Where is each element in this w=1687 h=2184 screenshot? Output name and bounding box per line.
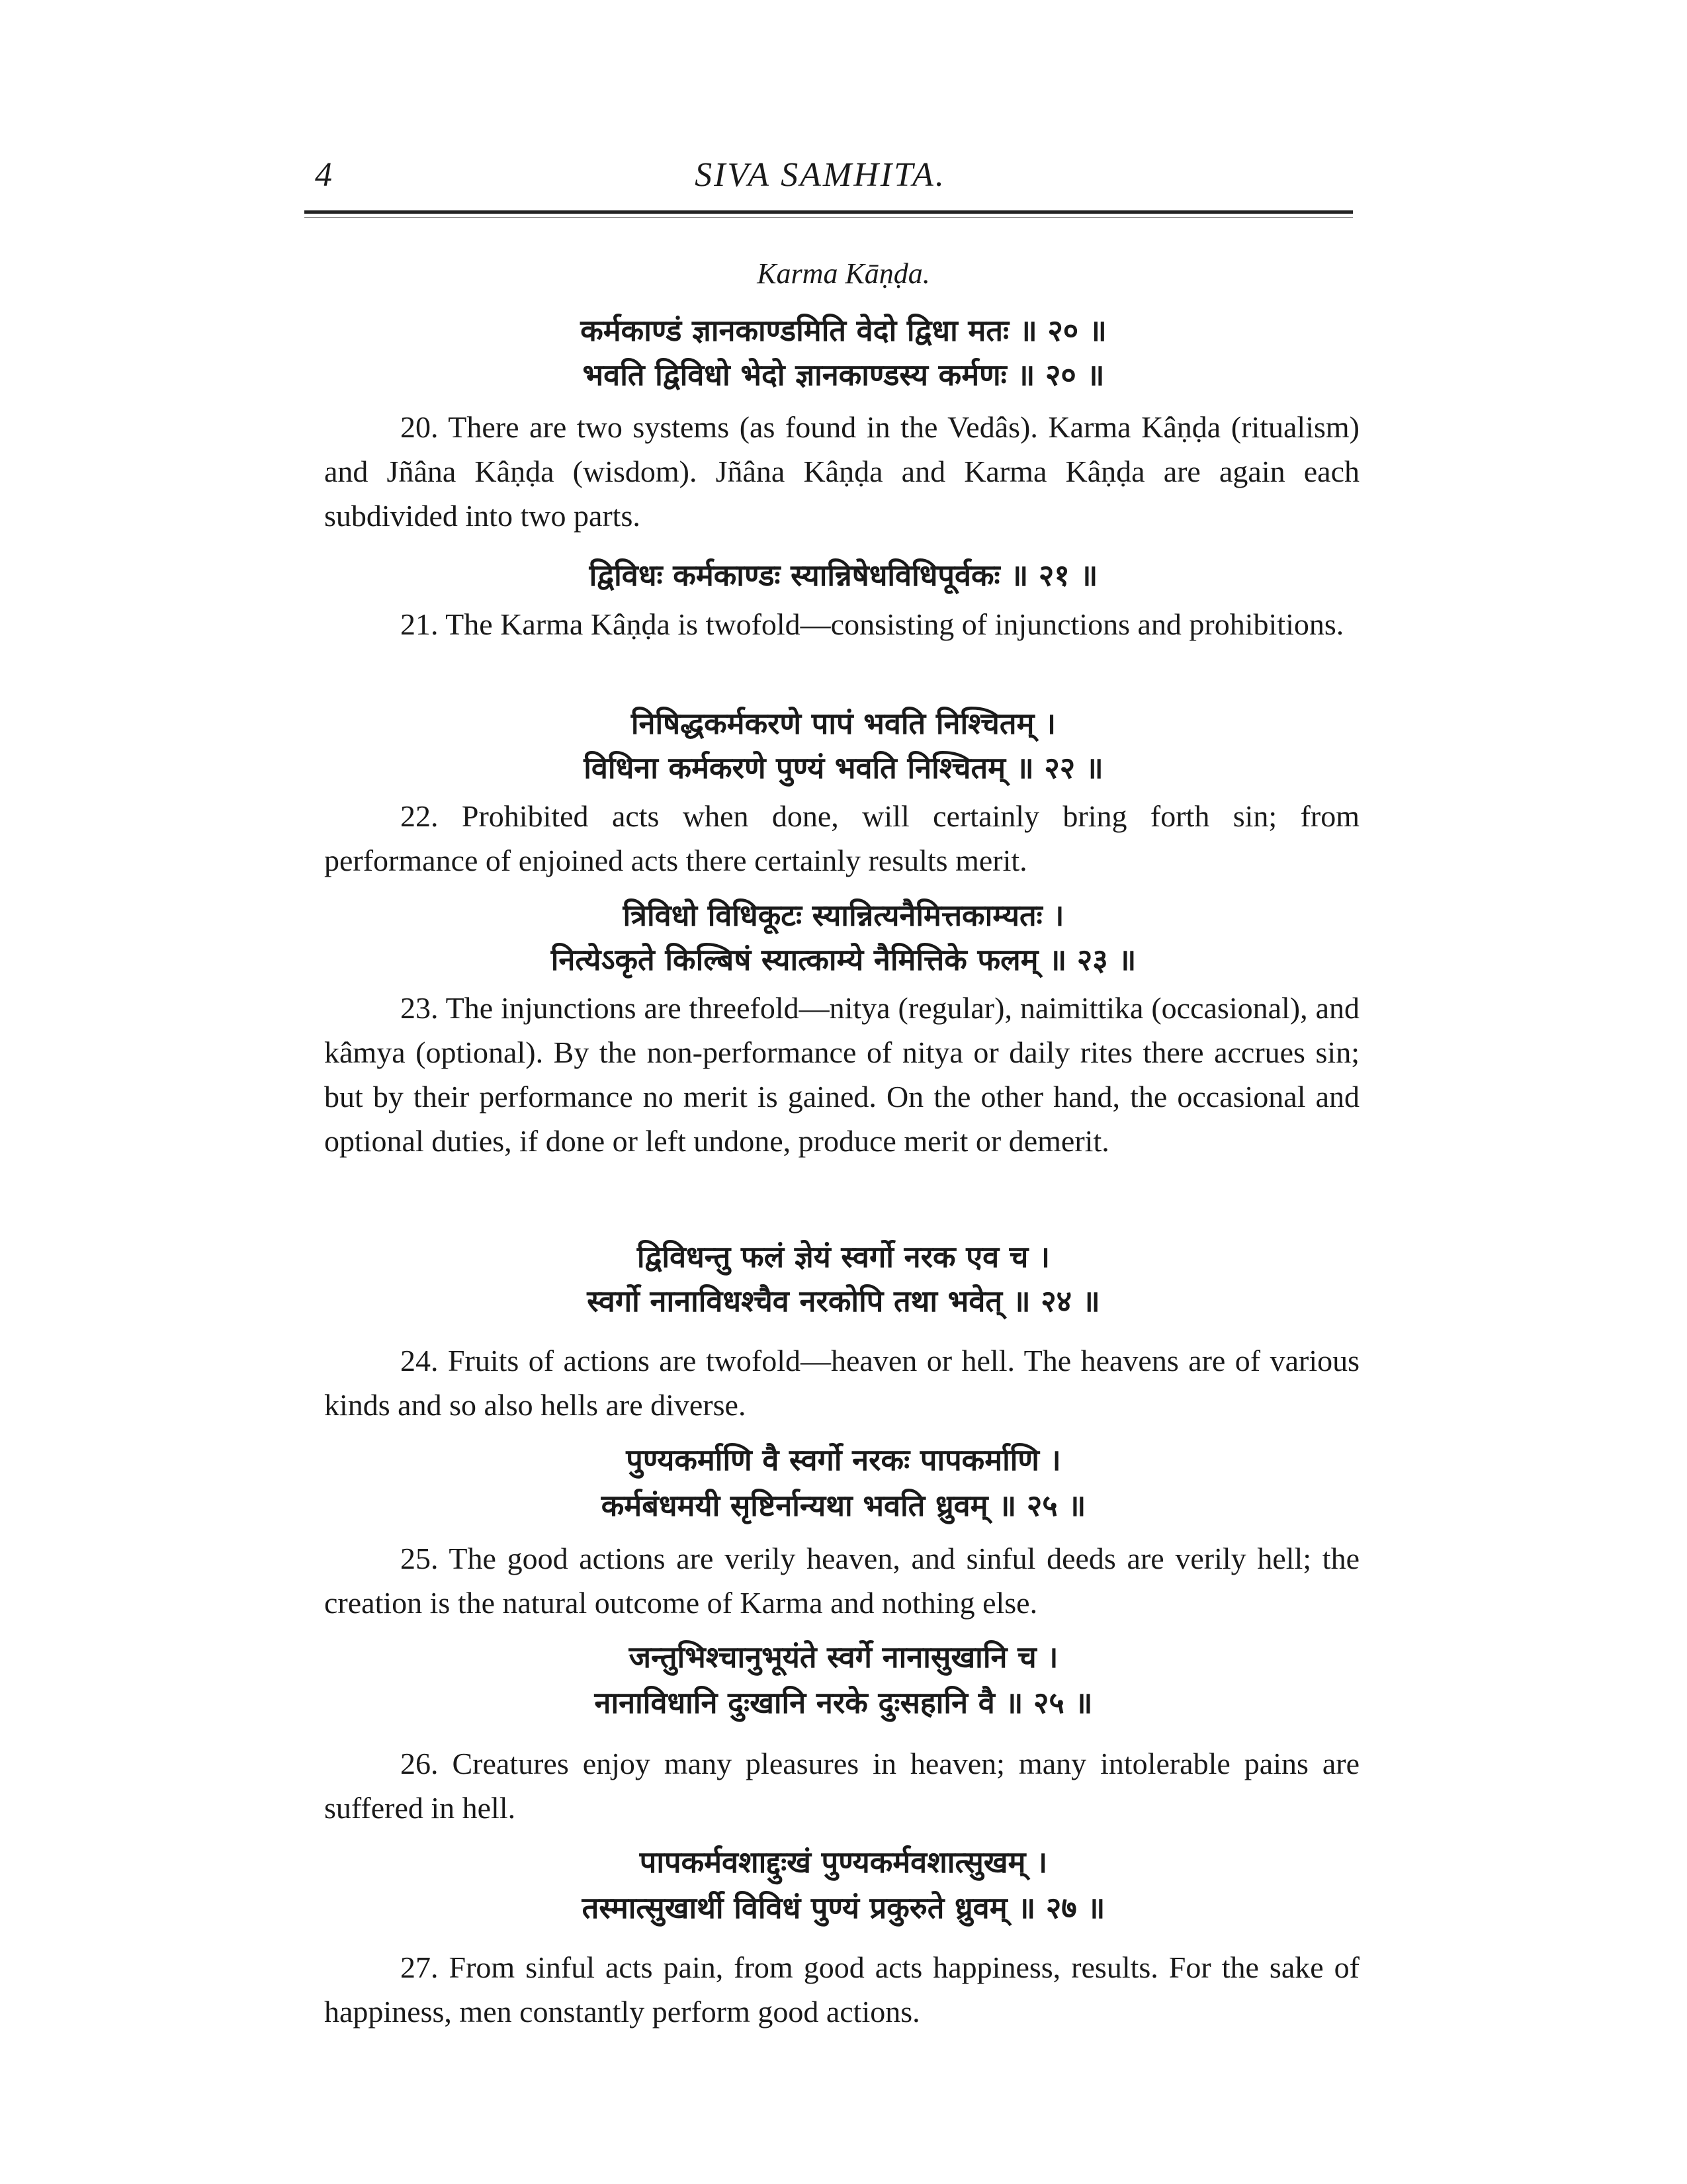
verse-22-translation: 22. Prohibited acts when done, will certainly bring forth sin; from performance of enjoined acts there certainly results merit. [324,799,1360,877]
verse-25-translation: 25. The good actions are verily heaven, and sinful deeds are verily hell; the creation is the natural outcome of Karma and nothing else. [324,1542,1360,1620]
verse-21-translation: 21. The Karma Kâṇḍa is twofold—consisting of injunctions and prohibitions. [400,607,1344,641]
verse-22-sanskrit-line-2: विधिना कर्मकरणे पुण्यं भवति निश्चितम् ॥ २२ ॥ [584,750,1103,785]
verse-20-translation: 20. There are two systems (as found in the Vedâs). Karma Kâṇḍa (ritualism) and Jñâna Kâṇḍa (wisdom). Jñâna Kâṇḍa and Karma Kâṇḍa are again each subdivided into two parts. [324,410,1360,533]
page-number: 4 [315,156,334,194]
verse-20-sanskrit-line-2: भवति द्विविधो भेदो ज्ञानकाण्डस्य कर्मणः ॥ २० ॥ [582,357,1105,392]
verse-26-translation: 26. Creatures enjoy many pleasures in heaven; many intolerable pains are suffered in hell. [324,1747,1360,1825]
section-title: Karma Kāṇḍa. [757,257,930,290]
verse-24-sanskrit-line-2: स्वर्गो नानाविधश्चैव नरकोपि तथा भवेत् ॥ २४ ॥ [587,1284,1100,1319]
verse-24-sanskrit-line-1: द्विविधन्तु फलं ज्ञेयं स्वर्गो नरक एव च । [636,1239,1051,1274]
verse-22-sanskrit-line-1: निषिद्धकर्मकरणे पापं भवति निश्चितम् । [630,706,1057,741]
page-header [304,142,1336,202]
verse-25-sanskrit-line-2: कर्मबंधमयी सृष्टिर्नान्यथा भवति ध्रुवम् ॥ २५ ॥ [601,1488,1086,1523]
verse-23-sanskrit-line-2: नित्येऽकृते किल्बिषं स्यात्काम्ये नैमित्तिके फलम् ॥ २३ ॥ [550,942,1137,977]
verse-21-sanskrit-line-1: द्विविधः कर्मकाण्डः स्यान्निषेधविधिपूर्वकः ॥ २१ ॥ [589,558,1098,593]
verse-27-translation: 27. From sinful acts pain, from good acts happiness, results. For the sake of happiness, men constantly perform good actions. [324,1950,1360,2029]
verse-26-sanskrit-line-1: जन्तुभिश्चानुभूयंते स्वर्गे नानासुखानि च । [628,1639,1059,1675]
verse-23-sanskrit-line-1: त्रिविधो विधिकूटः स्यान्नित्यनैमित्तकाम्यतः । [623,898,1064,933]
header-rule-thin [304,217,1353,218]
verse-23-translation: 23. The injunctions are threefold—nitya (regular), naimittika (occasional), and kâmya (optional). By the non-performance of nitya or daily rites there accrues sin; but by their performance no merit is gained. On the other hand, the occasional and optional duties, if done or left undone, produce merit or demerit. [324,991,1360,1158]
running-title: SIVA SAMHITA. [695,156,946,194]
verse-27-sanskrit-line-2: तस्मात्सुखार्थी विविधं पुण्यं प्रकुरुते ध्रुवम् ॥ २७ ॥ [582,1890,1105,1925]
verse-24-translation: 24. Fruits of actions are twofold—heaven or hell. The heavens are of various kinds and so also hells are diverse. [324,1344,1360,1422]
verse-27-sanskrit-line-1: पापकर्मवशाद्दुःखं पुण्यकर्मवशात्सुखम् । [639,1845,1048,1880]
header-rule [304,210,1353,214]
verse-25-sanskrit-line-1: पुण्यकर्माणि वै स्वर्गो नरकः पापकर्माणि । [626,1442,1061,1477]
verse-26-sanskrit-line-2: नानाविधानि दुःखानि नरके दुःसहानि वै ॥ २५ ॥ [594,1685,1093,1720]
verse-20-sanskrit-line-1: कर्मकाण्डं ज्ञानकाण्डमिति वेदो द्विधा मतः ॥ २० ॥ [580,313,1107,348]
